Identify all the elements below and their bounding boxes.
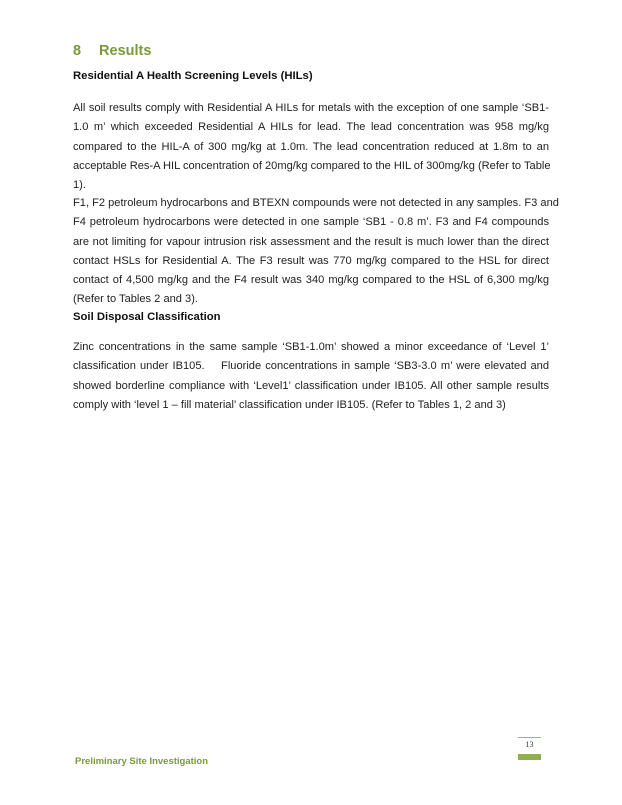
page-number: 13: [525, 740, 534, 749]
text-line: F4 petroleum hydrocarbons were detected in one sample ‘SB1 - 0.8 m’. F3 and F4 compounds: [73, 216, 549, 229]
page-number-rule: [518, 737, 541, 738]
section-number: 8: [73, 43, 82, 59]
text-line: contact of 4,500 mg/kg and the F4 result was 340 mg/kg compared to the HSL of 6,300 mg/kg: [73, 274, 549, 287]
paragraph-disposal: [73, 338, 549, 415]
paragraph-hils-metals: [73, 99, 549, 195]
text-line: acceptable Res-A HIL concentration of 20mg/kg compared to the HIL of 300mg/kg (Refer to Table: [73, 159, 551, 172]
section-heading: [73, 43, 151, 59]
text-line: comply with ‘level 1 – fill material’ classification under IB105. (Refer to Tables 1, 2 and 3): [73, 398, 506, 411]
text-line: classification under IB105. Fluoride concentrations in sample ‘SB3-3.0 m’ were elevated and: [73, 360, 549, 373]
text-line: 1).: [73, 179, 86, 192]
section-title: Results: [99, 43, 152, 59]
text-line: compared to the HIL-A of 300 mg/kg at 1.0m. The lead concentration reduced at 1.8m to an: [73, 140, 549, 153]
text-line: All soil results comply with Residential A HILs for metals with the exception of one sample ‘SB1-: [73, 102, 549, 114]
text-line: showed borderline compliance with ‘Level1’ classification under IB105. All other sample results: [73, 379, 549, 392]
text-line: Zinc concentrations in the same sample ‘SB1-1.0m’ showed a minor exceedance of ‘Level 1’: [73, 341, 549, 353]
page-number-bar: [518, 754, 541, 760]
text-line: 1.0 m’ which exceeded Residential A HILs for lead. The lead concentration was 958 mg/kg: [73, 121, 549, 134]
subsection-heading-disposal: Soil Disposal Classification: [73, 311, 221, 323]
footer-document-title: Preliminary Site Investigation: [75, 756, 209, 767]
text-line: contact HSLs for Residential A. The F3 result was 770 mg/kg compared to the HSL for direct: [73, 254, 549, 267]
text-line: (Refer to Tables 2 and 3).: [73, 293, 198, 306]
subsection-heading-hils: Residential A Health Screening Levels (HILs): [73, 70, 313, 82]
paragraph-hils-hydrocarbons: [73, 194, 559, 310]
text-line: F1, F2 petroleum hydrocarbons and BTEXN compounds were not detected in any samples. F3 and: [73, 197, 559, 209]
text-line: are not limiting for vapour intrusion risk assessment and the result is much lower than the direct: [73, 235, 549, 248]
